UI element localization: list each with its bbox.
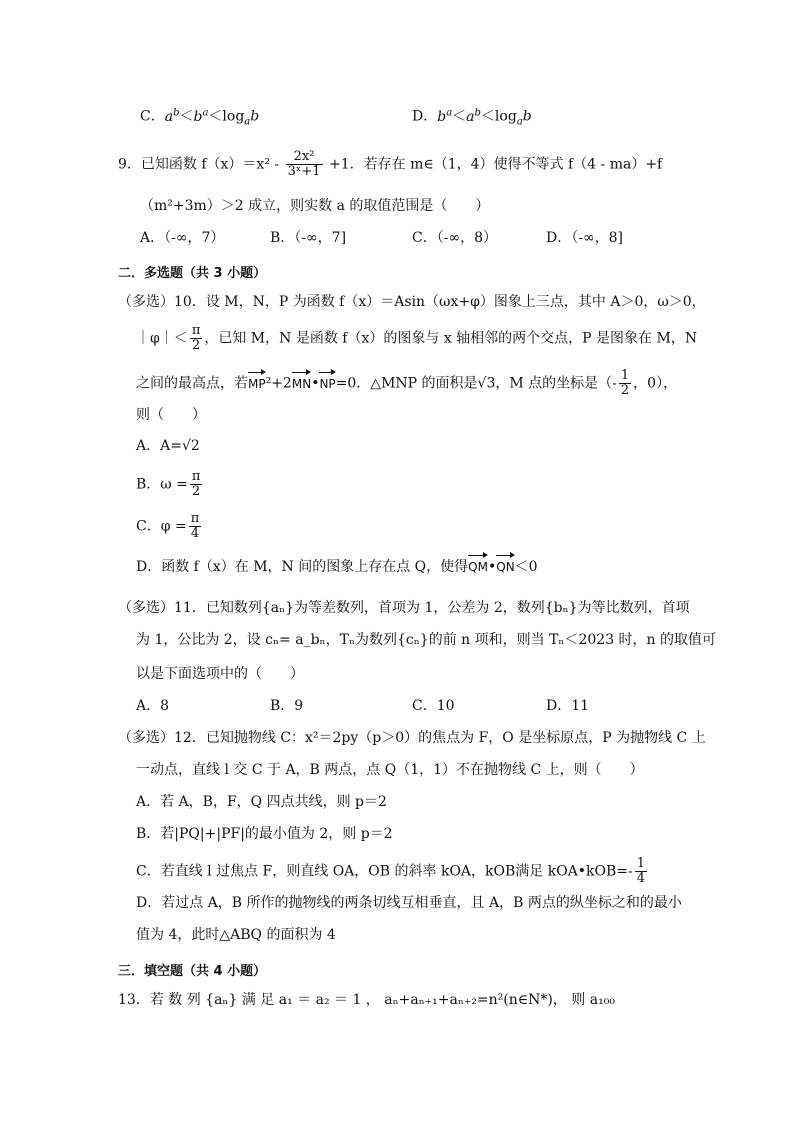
dot-operator: • bbox=[487, 559, 497, 575]
frac-den: 2 bbox=[191, 338, 201, 353]
q9-text-b: +1．若存在 m∈（1，4）使得不等式 f（4 - ma）+f bbox=[328, 156, 663, 173]
frac-1-4 bbox=[635, 857, 647, 886]
frac-pi-2 bbox=[190, 470, 203, 499]
q12-option-c-text: C．若直线 l 过焦点 F，则直线 OA，OB 的斜率 kOA，kOB满足 kOA•kOB=- bbox=[136, 863, 633, 880]
frac-num: π bbox=[191, 469, 201, 484]
q11-line1: （多选）11．已知数列{aₙ}为等差数列，首项为 1，公差为 2，数列{bₙ}为等比数列，首项 bbox=[118, 600, 690, 616]
q11-line2: 为 1，公比为 2，设 cₙ= a_bₙ，Tₙ为数列{cₙ}的前 n 项和，则当 Tₙ＜2023 时，n 的取值可 bbox=[136, 632, 717, 648]
vector-qm: QM bbox=[468, 553, 488, 577]
section-heading-multi-choice: 二．多选题（共 3 小题） bbox=[118, 266, 267, 281]
q12-line2: 一动点，直线 l 交 C 于 A，B 两点，点 Q（1，1）不在抛物线 C 上，则（ ） bbox=[136, 762, 644, 778]
vector-qn: QN bbox=[496, 553, 514, 577]
frac-den: 4 bbox=[636, 871, 646, 886]
q12-option-d-line2: 值为 4，此时△ABQ 的面积为 4 bbox=[136, 927, 336, 943]
q11-option-d: D．11 bbox=[546, 698, 590, 714]
q10-text-d: ²+2 bbox=[265, 375, 292, 392]
frac-den: 2 bbox=[192, 484, 201, 499]
q8-option-c: C．$a^b<b^a<\log_ab$ bbox=[140, 107, 260, 128]
q9-option-c: C．（-∞，8） bbox=[412, 230, 498, 246]
q11-option-c: C．10 bbox=[412, 698, 455, 714]
q10-text-c: 之间的最高点，若 bbox=[136, 375, 248, 392]
q9-fraction bbox=[286, 150, 323, 179]
q9-line1 bbox=[118, 150, 662, 179]
q11-option-a: A．8 bbox=[136, 698, 170, 714]
q10-text-e: =0．△MNP 的面积是√3，M 点的坐标是（- bbox=[335, 375, 617, 392]
q11-option-b: B．9 bbox=[270, 698, 304, 714]
frac-num: π bbox=[191, 323, 201, 338]
frac-pi-4 bbox=[189, 512, 202, 541]
q10-line1: （多选）10．设 M，N，P 为函数 f（x）＝Asin（ωx+φ）图象上三点，其中 A＞0，ω＞0， bbox=[118, 294, 706, 310]
q12-option-a: A．若 A，B，F，Q 四点共线，则 p＝2 bbox=[136, 794, 387, 810]
q12-line1: （多选）12．已知抛物线 C：x²＝2py（p＞0）的焦点为 F，O 是坐标原点，P 为抛物线 C 上 bbox=[118, 730, 706, 746]
frac-num: π bbox=[190, 511, 200, 526]
q12-option-d-line1: D．若过点 A，B 所作的抛物线的两条切线互相垂直，且 A，B 两点的纵坐标之和的最小 bbox=[136, 895, 682, 911]
q10-option-d bbox=[136, 553, 538, 577]
q9-line2: （m²+3m）＞2 成立，则实数 a 的取值范围是（ ） bbox=[140, 198, 490, 214]
q10-text-b: ，已知 M，N 是函数 f（x）的图象与 x 轴相邻的两个交点，P 是图象在 M，N bbox=[204, 330, 698, 347]
q9-frac-den: 3ˣ+1 bbox=[287, 164, 321, 179]
q10-frac-pi-2 bbox=[190, 324, 203, 353]
q10-option-c-text: C．φ = bbox=[136, 518, 187, 535]
q10-option-d-tail: ＜0 bbox=[514, 559, 538, 575]
q10-text-a: ｜φ｜＜ bbox=[136, 330, 188, 347]
q9-frac-num: 2x² bbox=[286, 150, 323, 165]
vector-np: NP bbox=[319, 370, 335, 394]
frac-num: 1 bbox=[636, 856, 646, 871]
vector-mn: MN bbox=[292, 370, 311, 394]
q10-option-c bbox=[136, 512, 203, 541]
frac-den: 2 bbox=[620, 383, 630, 398]
dot-operator: • bbox=[311, 375, 320, 392]
q10-line4: 则（ ） bbox=[136, 407, 206, 423]
q9-text-a: 9．已知函数 f（x）＝x² - bbox=[118, 156, 280, 173]
q10-option-d-text: D．函数 f（x）在 M，N 间的图象上存在点 Q，使得 bbox=[136, 559, 469, 575]
q13-line1: 13．若 数 列 {aₙ} 满 足 a₁ ＝ a₂ ＝ 1 ， aₙ+aₙ₊₁+aₙ₊₂=n²(n∈N*)， 则 a₁₀₀ bbox=[118, 992, 615, 1008]
q9-option-a: A．（-∞，7） bbox=[140, 230, 225, 246]
q10-line3 bbox=[136, 369, 677, 398]
q10-frac-1-2 bbox=[619, 369, 631, 398]
q10-option-b-text: B．ω = bbox=[136, 476, 188, 493]
q10-option-a: A．A=√2 bbox=[136, 438, 200, 454]
q8-option-d: D．$b^a<a^b<\log_ab$ bbox=[412, 107, 532, 128]
q12-option-c bbox=[136, 857, 649, 886]
q9-option-d: D．（-∞，8] bbox=[546, 230, 623, 246]
q12-option-b: B．若|PQ|+|PF|的最小值为 2，则 p＝2 bbox=[136, 826, 393, 842]
q11-line3: 以是下面选项中的（ ） bbox=[136, 666, 304, 682]
frac-num: 1 bbox=[620, 368, 630, 383]
section-heading-fill-in: 三．填空题（共 4 小题） bbox=[118, 964, 267, 979]
q9-option-b: B．（-∞，7] bbox=[270, 230, 347, 246]
q10-option-b bbox=[136, 470, 204, 499]
q10-text-f: ，0）， bbox=[633, 375, 678, 392]
frac-den: 4 bbox=[190, 526, 200, 541]
vector-mp: MP bbox=[248, 370, 266, 394]
q10-line2 bbox=[136, 324, 697, 353]
